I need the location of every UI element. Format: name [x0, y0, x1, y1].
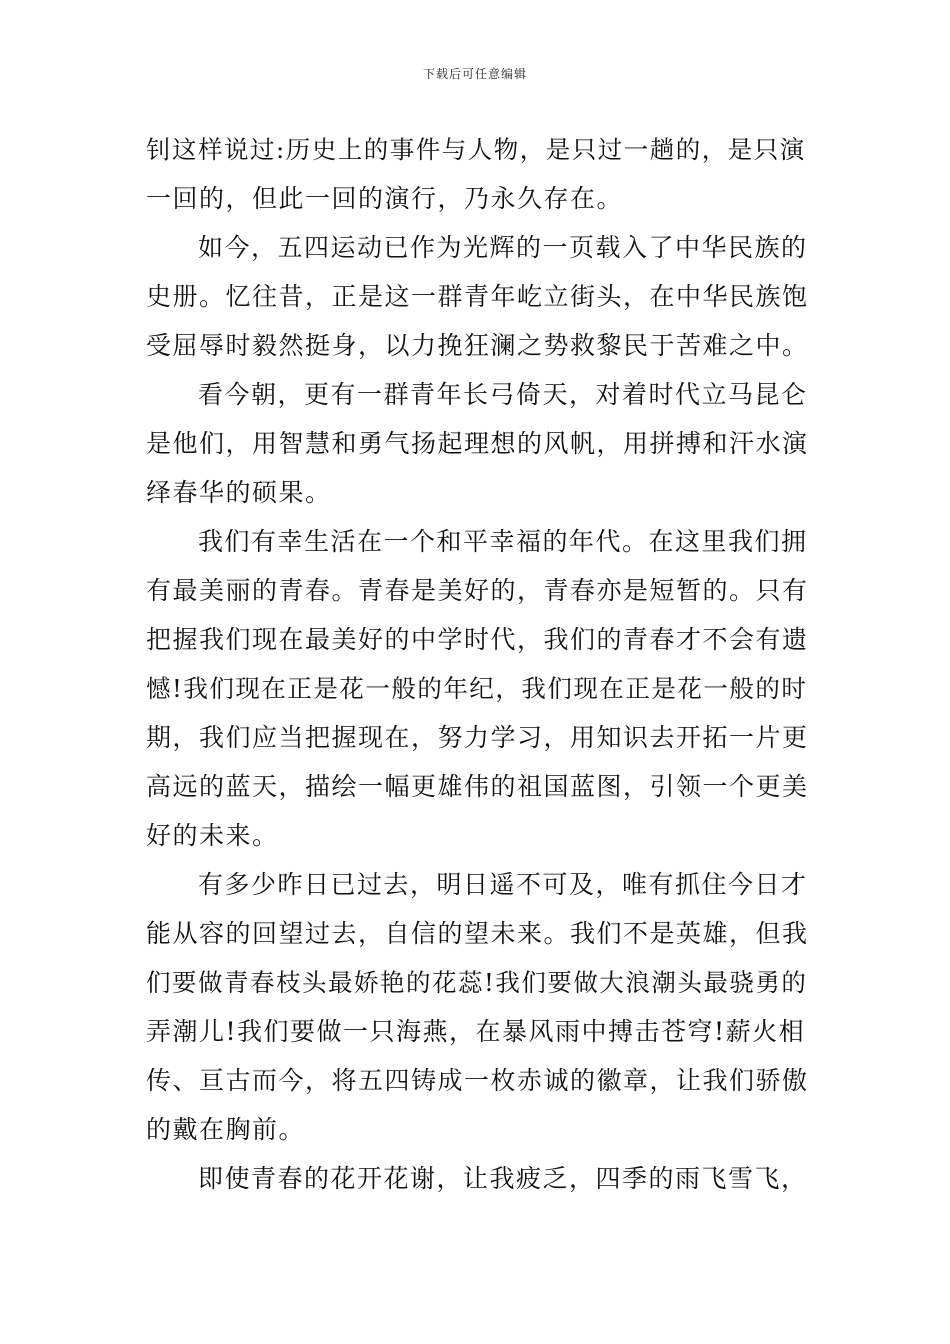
paragraph [146, 125, 810, 223]
text-line: 的戴在胸前。 [146, 1115, 306, 1144]
text-line: 高远的蓝天，描绘一幅更雄伟的祖国蓝图，引领一个更美 [146, 772, 809, 801]
text-line: 把握我们现在最美好的中学时代，我们的青春才不会有遗 [146, 625, 809, 654]
text-line: 好的未来。 [146, 821, 279, 850]
paragraph [146, 517, 810, 860]
text-line: 们要做青春枝头最娇艳的花蕊!我们要做大浪潮头最骁勇的 [146, 968, 808, 997]
paragraph [146, 860, 810, 1154]
text-line: 即使青春的花开花谢，让我疲乏，四季的雨飞雪飞， [198, 1164, 808, 1193]
text-line: 如今，五四运动已作为光辉的一页载入了中华民族的 [198, 233, 808, 262]
text-line: 有多少昨日已过去，明日遥不可及，唯有抓住今日才 [198, 870, 808, 899]
text-line: 我们有幸生活在一个和平幸福的年代。在这里我们拥 [198, 527, 808, 556]
text-line: 一回的，但此一回的演行，乃永久存在。 [146, 184, 624, 213]
text-line: 有最美丽的青春。青春是美好的，青春亦是短暂的。只有 [146, 576, 809, 605]
text-line: 看今朝，更有一群青年长弓倚天，对着时代立马昆仑 [198, 380, 808, 409]
text-line: 能从容的回望过去，自信的望未来。我们不是英雄，但我 [146, 919, 809, 948]
text-line: 传、亘古而今，将五四铸成一枚赤诚的徽章，让我们骄傲 [146, 1066, 809, 1095]
text-line: 期，我们应当把握现在，努力学习，用知识去开拓一片更 [146, 723, 809, 752]
paragraph [146, 1154, 810, 1203]
text-line: 受屈辱时毅然挺身，以力挽狂澜之势救黎民于苦难之中。 [146, 331, 809, 360]
text-line: 憾!我们现在正是花一般的年纪，我们现在正是花一般的时 [146, 674, 808, 703]
paragraph [146, 370, 810, 517]
page-header: 下载后可任意编辑 [422, 67, 527, 81]
text-line: 是他们，用智慧和勇气扬起理想的风帆，用拼搏和汗水演 [146, 429, 809, 458]
text-line: 钊这样说过:历史上的事件与人物，是只过一趟的，是只演 [146, 135, 806, 164]
text-line: 绎春华的硕果。 [146, 478, 332, 507]
text-line: 史册。忆往昔，正是这一群青年屹立街头，在中华民族饱 [146, 282, 809, 311]
text-line: 弄潮儿!我们要做一只海燕，在暴风雨中搏击苍穹!薪火相 [146, 1017, 806, 1046]
paragraph [146, 223, 810, 370]
document-body [146, 125, 810, 1203]
